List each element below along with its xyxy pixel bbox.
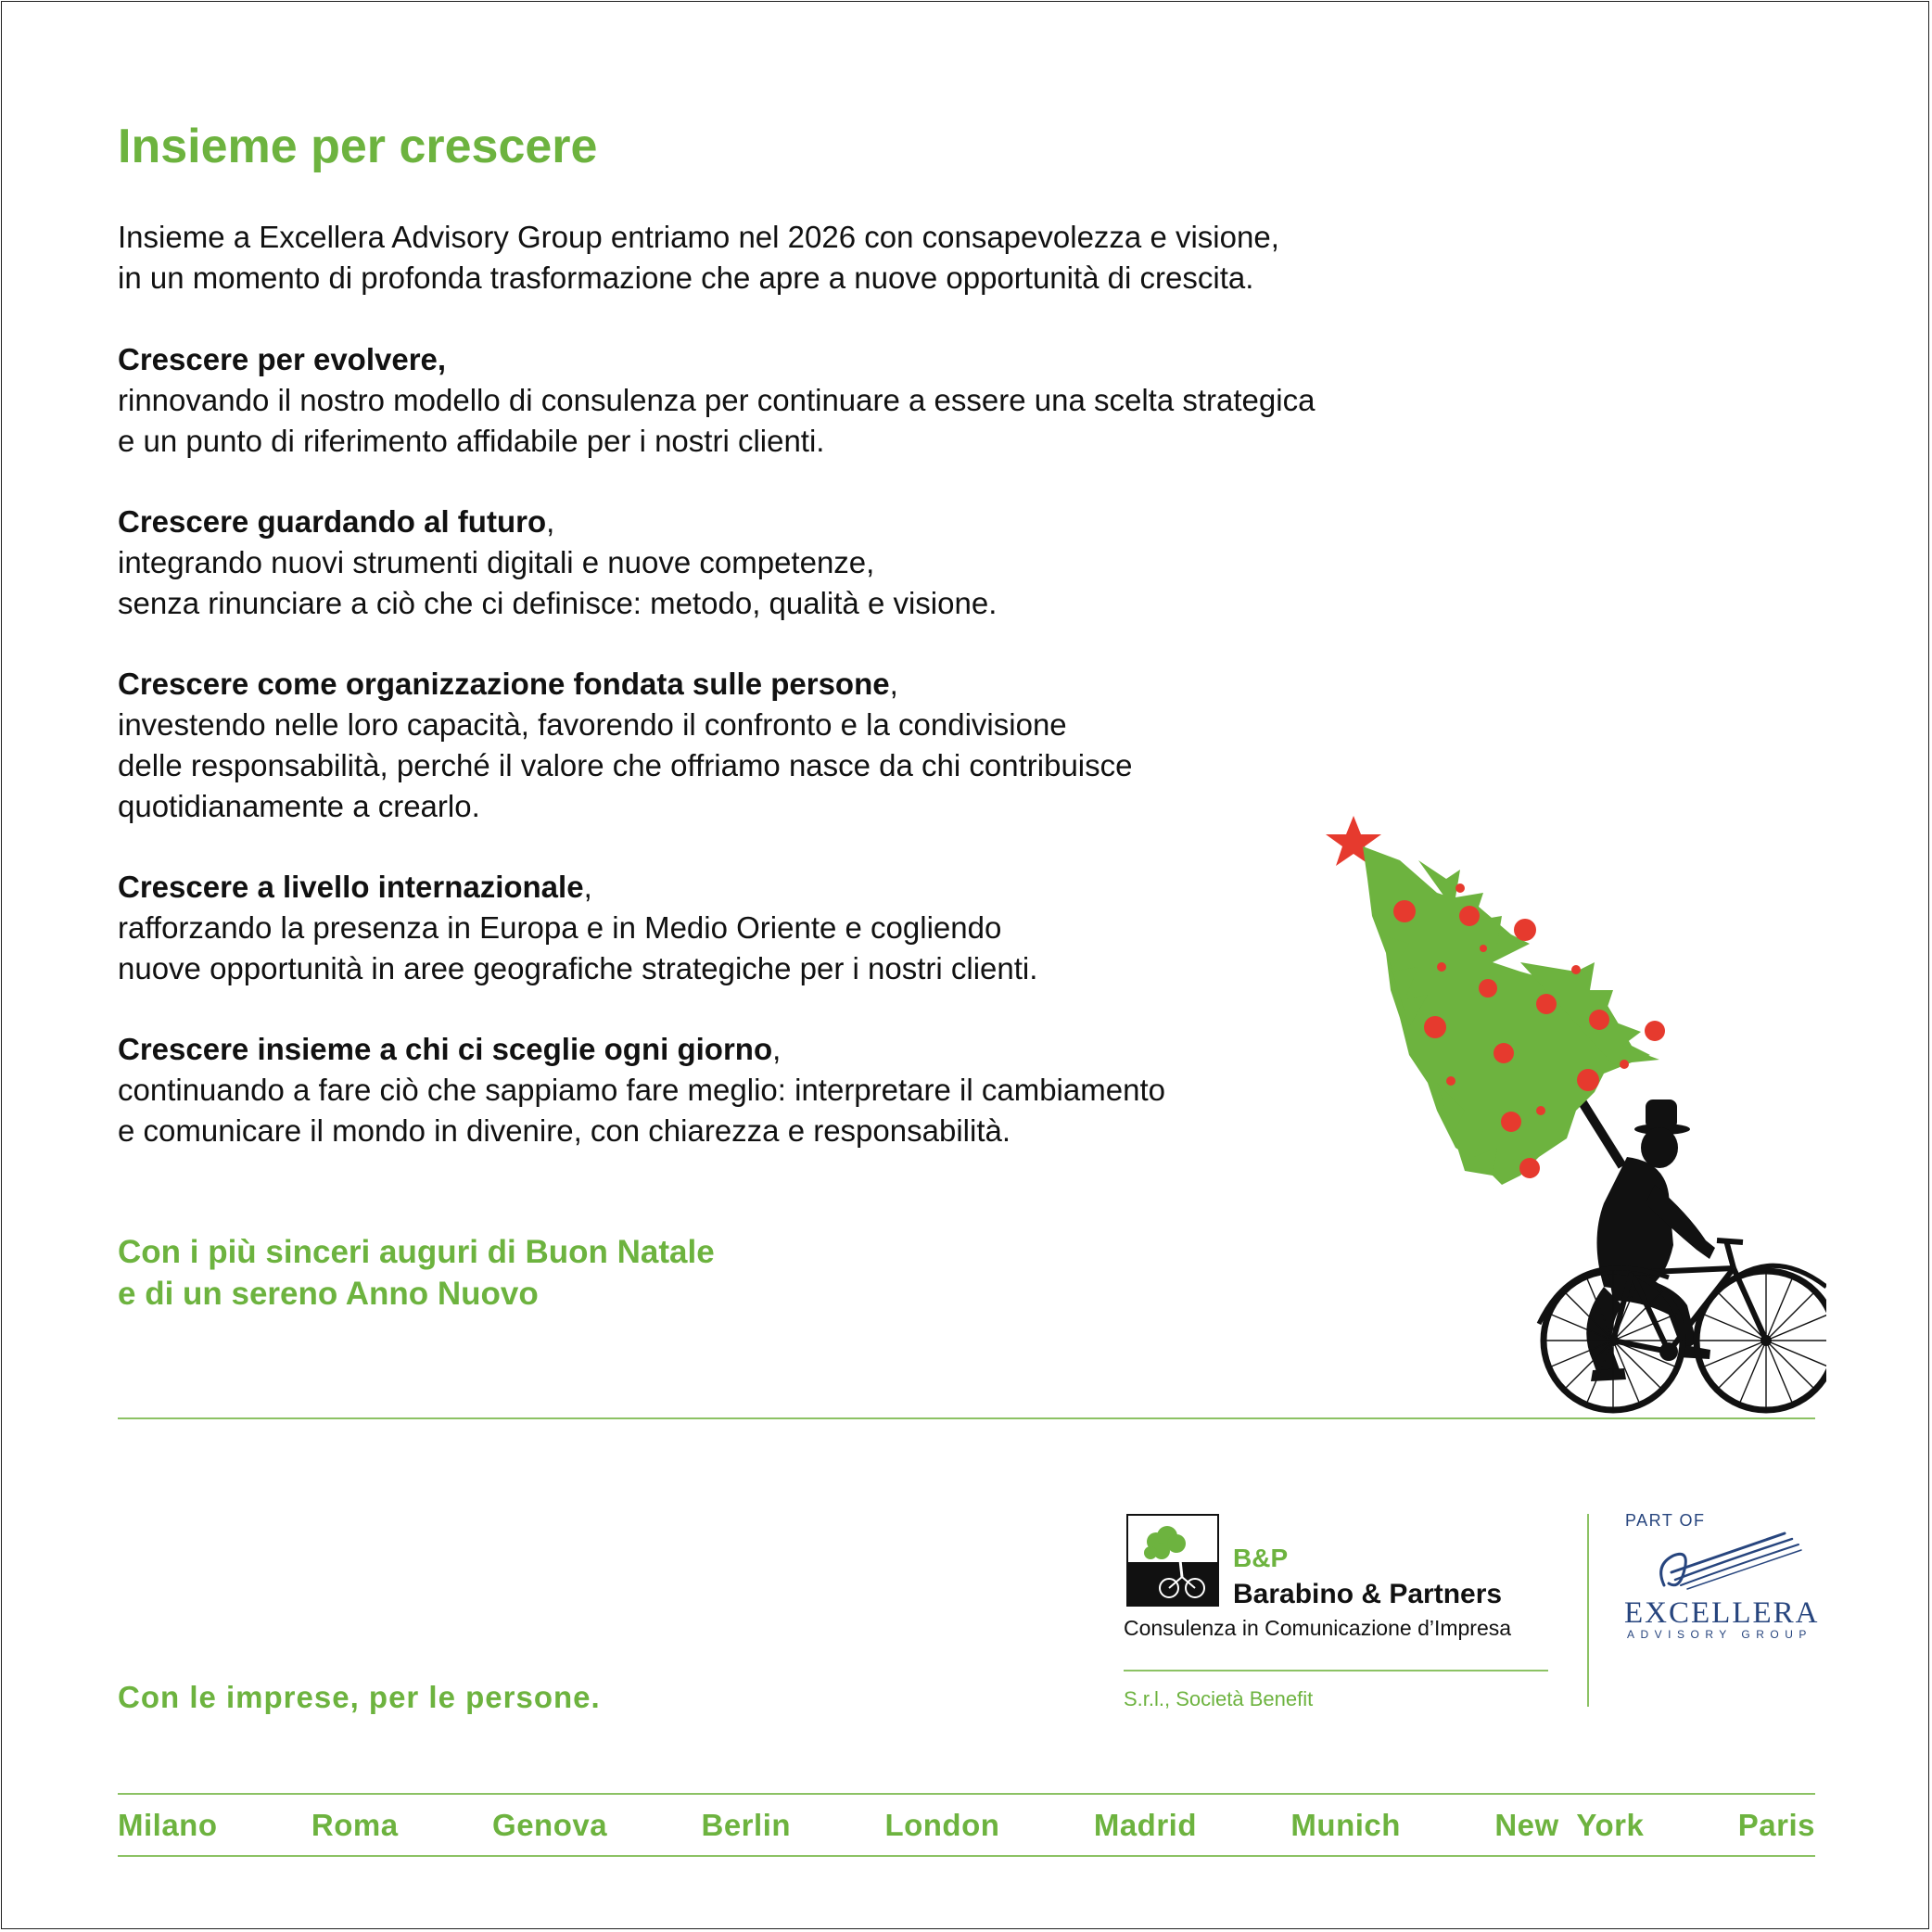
section-heading: Crescere insieme a chi ci sceglie ogni giorno [118,1032,773,1066]
section-heading-suffix: , [772,1032,782,1066]
divider-line [118,1417,1815,1419]
section-futuro [118,502,997,624]
partner-subtitle: ADVISORY GROUP [1627,1628,1812,1641]
section-heading: Crescere come organizzazione fondata sulle persone [118,667,890,701]
company-name: Barabino & Partners [1233,1579,1503,1609]
bp-logo-icon [1126,1514,1219,1607]
section-insieme [118,1029,1165,1151]
intro-line: in un momento di profonda trasformazione che apre a nuove opportunità di crescita. [118,261,1254,295]
city-list [118,1808,1815,1843]
section-line: integrando nuovi strumenti digitali e nuove competenze, [118,545,875,579]
divider-line [118,1855,1815,1857]
city-item: Munich [1290,1808,1401,1842]
section-line: e un punto di riferimento affidabile per i nostri clienti. [118,424,825,458]
section-line: nuove opportunità in aree geografiche strategiche per i nostri clienti. [118,951,1038,985]
section-heading-suffix: , [546,504,555,539]
section-heading-suffix: , [889,667,898,701]
section-line: rafforzando la presenza in Europa e in Medio Oriente e cogliendo [118,910,1002,945]
logo-divider [1587,1514,1589,1707]
section-internazionale [118,867,1037,989]
company-subtitle: Consulenza in Comunicazione d’Impresa [1124,1616,1512,1640]
section-heading: Crescere guardando al futuro [118,504,547,539]
section-line: investendo nelle loro capacità, favorendo il confronto e la condivisione [118,707,1067,742]
company-divider [1124,1670,1548,1671]
city-item: Roma [311,1808,399,1842]
city-item: Madrid [1093,1808,1197,1842]
section-line: rinnovando il nostro modello di consulenza per continuare a essere una scelta strategica [118,383,1316,417]
city-item: Paris [1737,1808,1815,1842]
section-line: senza rinunciare a ciò che ci definisce: metodo, qualità e visione. [118,586,998,620]
cyclist-with-christmas-tree-icon [1298,805,1826,1426]
page-title: Insieme per crescere [118,120,598,173]
section-line: quotidianamente a crearlo. [118,789,480,823]
greeting-line: e di un sereno Anno Nuovo [118,1276,539,1312]
partner-name: EXCELLERA [1624,1596,1820,1630]
section-evolvere [118,339,1315,462]
city-item: New York [1494,1808,1645,1842]
section-heading-suffix: , [583,870,592,904]
company-legal: S.r.l., Società Benefit [1124,1687,1314,1710]
holiday-greeting [118,1231,715,1315]
section-line: continuando a fare ciò che sappiamo fare meglio: interpretare il cambiamento [118,1073,1165,1107]
greeting-line: Con i più sinceri auguri di Buon Natale [118,1234,715,1270]
city-item: Genova [492,1808,608,1842]
company-short-name: B&P [1233,1544,1289,1572]
section-line: e comunicare il mondo in divenire, con chiarezza e responsabilità. [118,1113,1011,1148]
city-item: Milano [118,1808,218,1842]
divider-line [118,1793,1815,1795]
intro-line: Insieme a Excellera Advisory Group entriamo nel 2026 con consapevolezza e visione, [118,220,1279,254]
city-item: London [884,1808,1000,1842]
section-persone [118,664,1133,827]
excellera-swoosh-icon [1627,1528,1803,1595]
section-line: delle responsabilità, perché il valore che offriamo nasce da chi contribuisce [118,748,1133,782]
city-item: Berlin [701,1808,792,1842]
section-heading: Crescere per evolvere, [118,342,447,376]
part-of-label: PART OF [1625,1511,1706,1530]
tagline: Con le imprese, per le persone. [118,1680,601,1714]
intro-paragraph [118,217,1279,299]
section-heading: Crescere a livello internazionale [118,870,584,904]
